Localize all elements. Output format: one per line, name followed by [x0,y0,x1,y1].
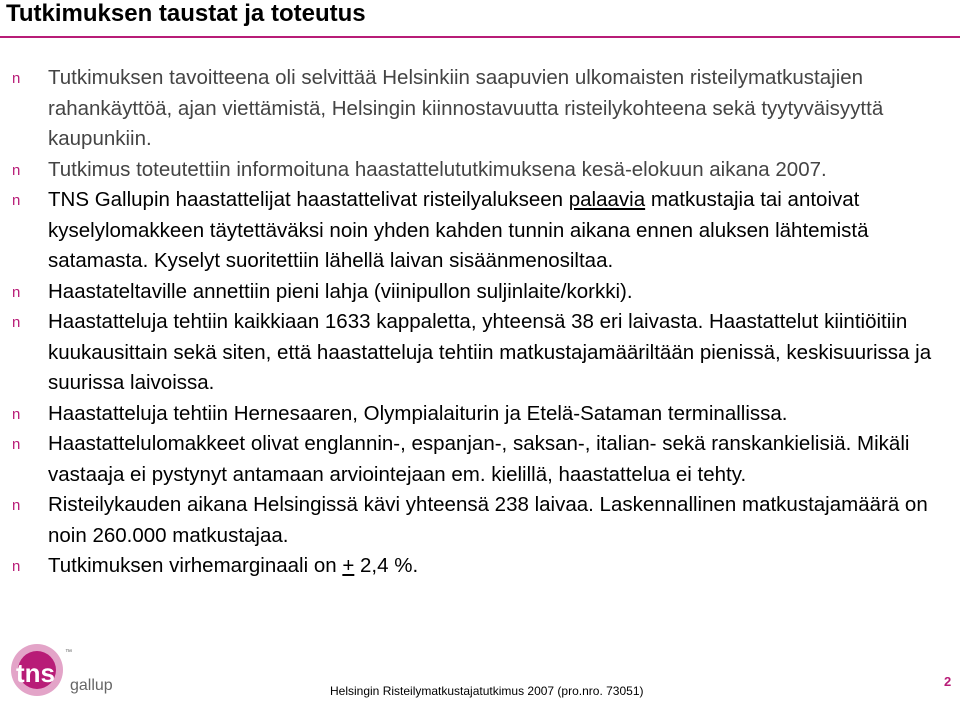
bullet-text: Risteilykauden aikana Helsingissä kävi yhteensä 238 laivaa. Laskennallinen matkustajamäärä on noin 260.000 matkustajaa. [48,493,928,547]
tns-gallup-logo [10,642,130,702]
bullet-text-after: matkustajia tai antoivat kyselylomakkeen täytettäväksi noin yhden kahden tunnin aikana ennen aluksen lähtemistä satamasta. Kyselyt suoritettiin lähellä laivan sisäänmenosiltaa. [48,188,869,272]
plus-minus-sign: + [342,554,355,577]
bullet-marker: n [12,436,21,453]
bullet-marker: n [12,314,21,331]
list-item [0,551,960,582]
bullet-text: Tutkimus toteutettiin informoituna haastattelututkimuksena kesä-elokuun aikana 2007. [48,157,827,181]
bullet-text: Haastateltaville annettiin pieni lahja (viinipullon suljinlaite/korkki). [48,279,633,303]
bullet-text: Haastattelulomakkeet olivat englannin-, espanjan-, saksan-, italian- sekä ranskankielisiä. Mikäli vastaaja ei pystynyt antamaan arviointejaan em. kielillä, haastattelua ei tehty. [48,432,910,486]
list-item [0,185,960,277]
list-item [0,277,960,308]
bullet-marker: n [12,283,21,301]
bullet-marker: n [12,497,21,514]
bullet-text-after: 2,4 %. [354,554,419,577]
list-item [0,63,960,155]
bullet-marker: n [12,558,21,575]
bullet-text-before: Tutkimuksen virhemarginaali on [48,554,343,577]
logo-tm-text: ™ [65,649,72,656]
footer-text: Helsingin Risteilymatkustajatutkimus 2007 (pro.nro. 73051) [330,684,644,698]
list-item [0,429,960,490]
list-item [0,307,960,399]
logo-gallup-text: gallup [70,677,113,694]
page-number: 2 [944,674,952,689]
list-item [0,399,960,430]
list-item [0,155,960,186]
bullet-text: Tutkimuksen tavoitteena oli selvittää Helsinkiin saapuvien ulkomaisten risteilymatkustajien rahankäyttöä, ajan viettämistä, Helsingin kiinnostavuutta risteilykohteena sekä tyytyväisyyttä kaupunkiin. [48,66,884,150]
bullet-text: Haastatteluja tehtiin kaikkiaan 1633 kappaletta, yhteensä 38 eri laivasta. Haastattelut kiintiöitiin kuukausittain sekä siten, että haastatteluja tehtiin matkustajamääriltään pienissä, keskisuurissa ja suurissa laivoissa. [48,310,932,394]
bullet-marker: n [12,192,21,209]
bullet-marker: n [12,70,21,87]
list-item [0,490,960,551]
underlined-word: palaavia [568,188,646,211]
logo-tns-text: tns [16,658,55,688]
title-divider [0,36,960,38]
bullet-text-before: TNS Gallupin haastattelijat haastattelivat risteilyalukseen [48,188,569,211]
bullet-text: Haastatteluja tehtiin Hernesaaren, Olympialaiturin ja Etelä-Sataman terminallissa. [48,401,788,425]
bullet-marker: n [12,405,21,423]
page-title: Tutkimuksen taustat ja toteutus [6,0,366,27]
bullet-marker: n [12,161,21,179]
bullet-list [0,63,960,582]
